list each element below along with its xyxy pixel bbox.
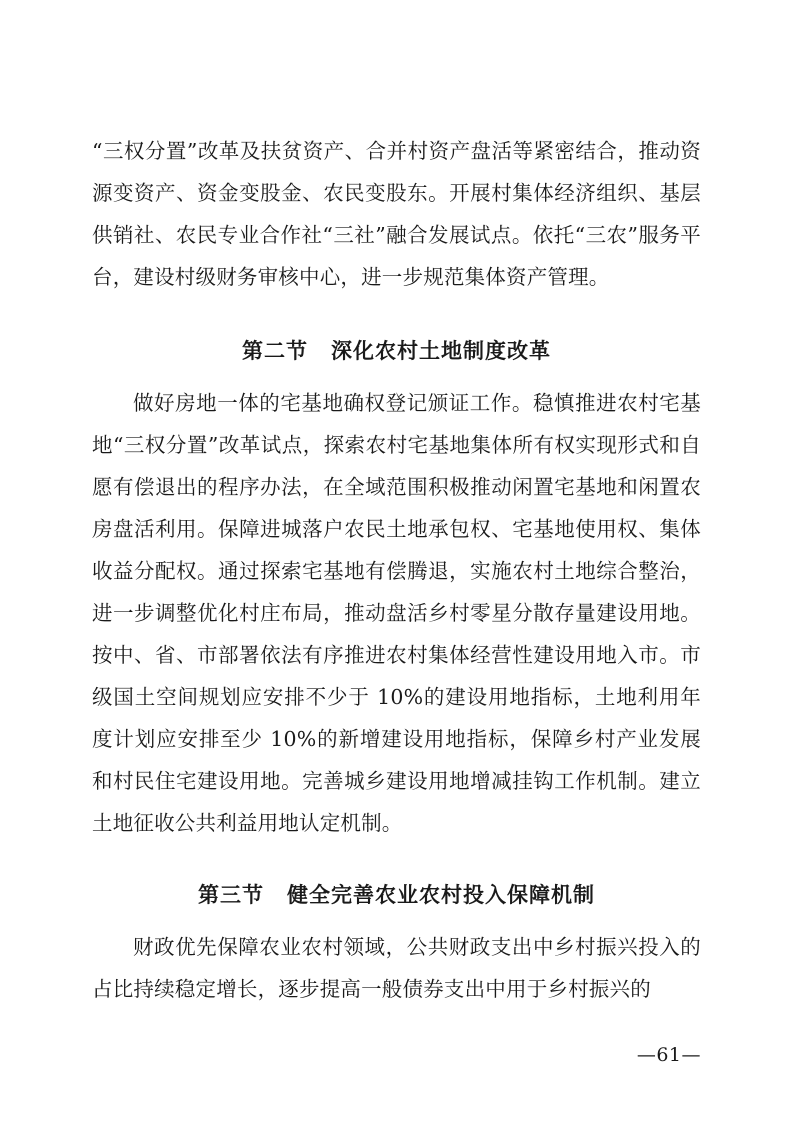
spacer bbox=[92, 298, 701, 314]
section-heading-2 bbox=[92, 330, 701, 372]
page-number: —61— bbox=[636, 1044, 701, 1066]
section-heading-2-number: 第二节 bbox=[241, 339, 308, 363]
body-paragraph: 财政优先保障农业农村领域，公共财政支出中乡村振兴投入的占比持续稳定增长，逐步提高一般债券支出中用于乡村振兴的 bbox=[92, 935, 701, 1001]
section-heading-3-title: 健全完善农业农村投入保障机制 bbox=[287, 883, 596, 907]
spacer bbox=[92, 844, 701, 858]
body-paragraph: “三权分置”改革及扶贫资产、合并村资产盘活等紧密结合，推动资源变资产、资金变股金、农民变股东。开展村集体经济组织、基层供销社、农民专业合作社“三社”融合发展试点。依托“三农”服务平台，建设村级财务审核中心，进一步规范集体资产管理。 bbox=[92, 139, 701, 289]
section-heading-3 bbox=[92, 874, 701, 916]
section-heading-2-title: 深化农村土地制度改革 bbox=[331, 339, 552, 363]
section-heading-3-number: 第三节 bbox=[197, 883, 264, 907]
body-paragraph: 做好房地一体的宅基地确权登记颁证工作。稳慎推进农村宅基地“三权分置”改革试点，探索农村宅基地集体所有权实现形式和自愿有偿退出的程序办法，在全域范围积极推动闲置宅基地和闲置农房盘活利用。保障进城落户农民土地承包权、宅基地使用权、集体收益分配权。通过探索宅基地有偿腾退，实施农村土地综合整治，进一步调整优化村庄布局，推动盘活乡村零星分散存量建设用地。按中、省、市部署依法有序推进农村集体经营性建设用地入市。市级国土空间规划应安排不少于 10%的建设用地指标，土地利用年度计划应安排至少 10%的新增建设用地指标，保障乡村产业发展和村民住宅建设用地。完善城乡建设用地增减挂钩工作机制。建立土地征收公共利益用地认定机制。 bbox=[92, 391, 701, 835]
